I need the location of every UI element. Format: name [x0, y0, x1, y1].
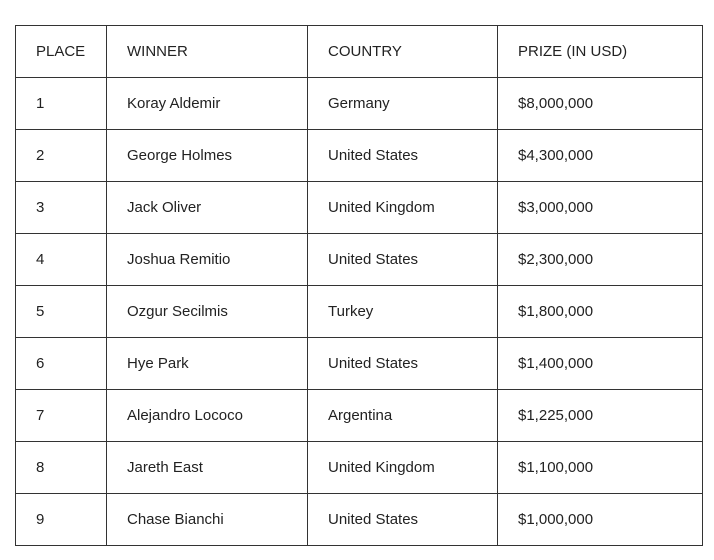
table-row [16, 390, 703, 442]
winner-cell: Hye Park [107, 338, 308, 390]
country-cell: United States [308, 234, 498, 286]
place-cell: 7 [16, 390, 107, 442]
winner-cell: George Holmes [107, 130, 308, 182]
prize-cell: $1,000,000 [498, 494, 703, 546]
prize-cell: $1,100,000 [498, 442, 703, 494]
header-row [16, 26, 703, 78]
country-cell: United Kingdom [308, 182, 498, 234]
prize-cell: $2,300,000 [498, 234, 703, 286]
country-cell: United States [308, 494, 498, 546]
country-cell: Argentina [308, 390, 498, 442]
country-cell: Germany [308, 78, 498, 130]
header-place: PLACE [16, 26, 107, 78]
country-cell: United States [308, 338, 498, 390]
place-cell: 3 [16, 182, 107, 234]
prize-cell: $8,000,000 [498, 78, 703, 130]
table-row [16, 130, 703, 182]
prize-cell: $4,300,000 [498, 130, 703, 182]
header-prize: PRIZE (IN USD) [498, 26, 703, 78]
table-header [16, 26, 703, 78]
prize-cell: $1,400,000 [498, 338, 703, 390]
table-body [16, 78, 703, 546]
place-cell: 4 [16, 234, 107, 286]
place-cell: 8 [16, 442, 107, 494]
table-row [16, 78, 703, 130]
place-cell: 5 [16, 286, 107, 338]
table-row [16, 182, 703, 234]
winner-cell: Joshua Remitio [107, 234, 308, 286]
prize-cell: $3,000,000 [498, 182, 703, 234]
header-winner: WINNER [107, 26, 308, 78]
results-table [15, 25, 703, 546]
country-cell: Turkey [308, 286, 498, 338]
winner-cell: Ozgur Secilmis [107, 286, 308, 338]
place-cell: 6 [16, 338, 107, 390]
place-cell: 9 [16, 494, 107, 546]
header-country: COUNTRY [308, 26, 498, 78]
place-cell: 2 [16, 130, 107, 182]
table-row [16, 286, 703, 338]
prize-cell: $1,800,000 [498, 286, 703, 338]
table-row [16, 234, 703, 286]
winner-cell: Jareth East [107, 442, 308, 494]
place-cell: 1 [16, 78, 107, 130]
table-row [16, 494, 703, 546]
winner-cell: Koray Aldemir [107, 78, 308, 130]
country-cell: United Kingdom [308, 442, 498, 494]
winner-cell: Jack Oliver [107, 182, 308, 234]
table-row [16, 442, 703, 494]
prize-cell: $1,225,000 [498, 390, 703, 442]
table-row [16, 338, 703, 390]
country-cell: United States [308, 130, 498, 182]
winner-cell: Alejandro Lococo [107, 390, 308, 442]
winner-cell: Chase Bianchi [107, 494, 308, 546]
